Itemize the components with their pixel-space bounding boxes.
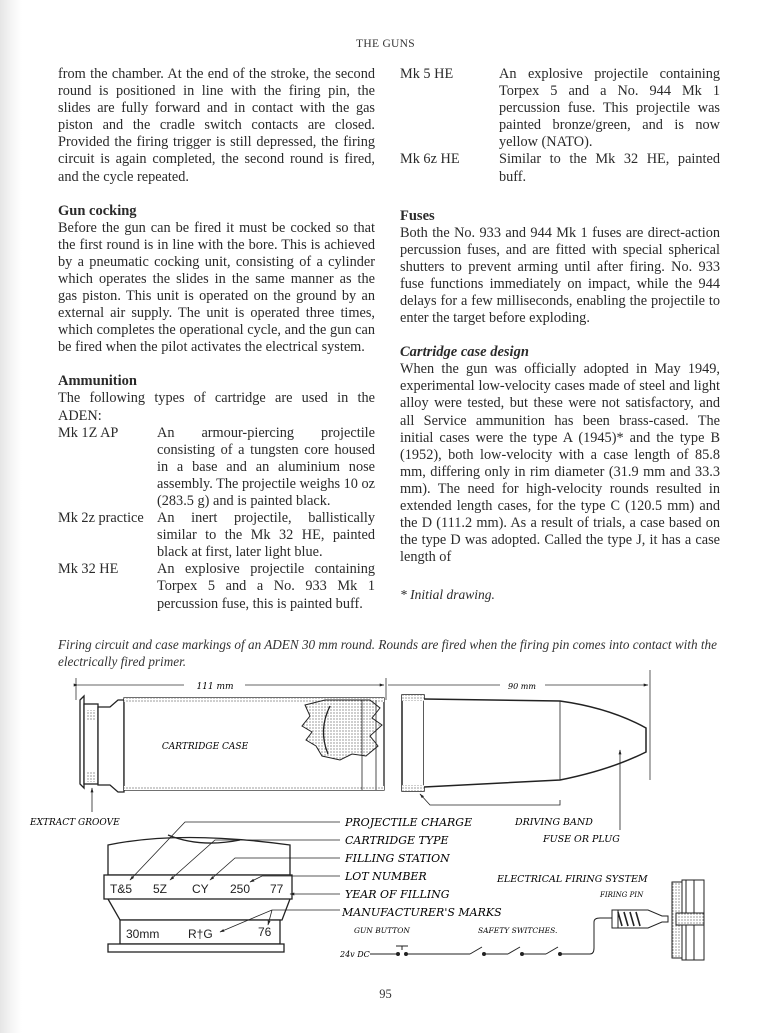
ammo-type-term: Mk 6z HE	[400, 151, 460, 168]
marking-t5: T&5	[110, 882, 133, 896]
heading-cartridge-case-design: Cartridge case design	[400, 344, 529, 361]
marking-250: 250	[230, 882, 251, 896]
ammo-type-term: Mk 5 HE	[400, 66, 454, 82]
label-electrical-firing-system: ELECTRICAL FIRING SYSTEM	[497, 874, 648, 885]
intro-paragraph: from the chamber. At the end of the stroke, the second round is positioned in line with the firing pin, the slides are fully forward and in contact with the gas piston and the cradle switch contacts are closed. Provided the firing trigger is still depressed, the firing circuit is again completed, the second round is fired, and the cycle repeated.	[58, 66, 375, 185]
ammo-type-row	[58, 561, 375, 612]
label-manufacturers-marks: MANUFACTURER'S MARKS	[342, 906, 502, 919]
label-fuse-or-plug: FUSE OR PLUG	[543, 834, 620, 845]
ammo-type-desc: An inert projectile, ballistically similar to the Mk 32 HE, painted black at first, later light blue.	[157, 510, 375, 561]
case-length-label: 111 mm	[196, 682, 234, 692]
label-filling-station: FILLING STATION	[345, 852, 450, 865]
marking-77: 77	[270, 882, 284, 896]
gun-cocking-body: Before the gun can be fired it must be cocked so that the first round is in line with the bore. This is achieved by a pneumatic cocking unit, consisting of a cylinder which operates the slides in the same manner as the gas piston. This unit is operated on the ground by an external air supply. The unit is operated three times, which completes the operational cycle, and the gun can be fired when the pilot activates the electrical system.	[58, 219, 375, 356]
label-lot-number: LOT NUMBER	[345, 870, 427, 883]
label-24v-dc: 24v DC	[340, 950, 370, 959]
ammo-type-term: Mk 2z practice	[58, 510, 144, 527]
left-column	[58, 66, 375, 613]
label-safety-switches: SAFETY SWITCHES.	[478, 926, 558, 935]
ammo-type-row	[400, 66, 720, 151]
ammo-type-desc: An explosive projectile containing Torpex 5 and a No. 933 Mk 1 percussion fuse, this is painted buff.	[157, 561, 375, 612]
heading-gun-cocking: Gun cocking	[58, 202, 137, 219]
cartridge-diagram	[0, 670, 771, 970]
ammo-type-term: Mk 1Z AP	[58, 424, 119, 441]
ammo-type-term: Mk 32 HE	[58, 561, 119, 578]
running-head: THE GUNS	[356, 38, 415, 50]
label-gun-button: GUN BUTTON	[354, 926, 410, 935]
right-column	[400, 66, 720, 603]
fuses-body: Both the No. 933 and 944 Mk 1 fuses are direct-action percussion fuses, and are fitted with special spherical shutters to prevent arming until after firing. No. 933 fuse functions immediately on impact, while the 944 delays for a few milliseconds, enabling the projectile to enter the target before exploding.	[400, 224, 720, 327]
ammo-type-row	[58, 425, 375, 510]
cartridge-case-label: CARTRIDGE CASE	[161, 742, 249, 752]
ammo-type-row	[400, 151, 720, 185]
marking-cy: CY	[192, 882, 209, 896]
label-driving-band: DRIVING BAND	[515, 817, 593, 828]
ammunition-intro: The following types of cartridge are used in the ADEN:	[58, 390, 375, 424]
ammo-type-desc: Similar to the Mk 32 HE, painted buff.	[499, 151, 720, 185]
marking-5z: 5Z	[153, 882, 168, 896]
figure-caption: Firing circuit and case markings of an ADEN 30 mm round. Rounds are fired when the firing pin comes into contact with the electrically fired primer.	[58, 637, 717, 669]
label-projectile-charge: PROJECTILE CHARGE	[345, 816, 473, 829]
page-number: 95	[379, 987, 392, 1001]
label-firing-pin: FIRING PIN	[600, 891, 644, 899]
cartridge-case-design-body: When the gun was officially adopted in May 1949, experimental low-velocity cases made of steel and light alloy were tested, but these were not satisfactory, and all Service ammunition has been brass-cased. The initial cases were the type A (1945)* and the type B (1952), both low-velocity with a case length of 85.8 mm, differing only in rim diameter (31.9 mm and 33.3 mm). The need for high-velocity rounds resulted in extended length cases, for the type C (120.5 mm) and the D (111.2 mm). As a result of trials, a case based on the type D was adopted. Called the type J, it has a case length of	[400, 361, 720, 566]
label-extract-groove: EXTRACT GROOVE	[30, 818, 120, 828]
ammo-type-desc: An armour-piercing projectile consisting of a tungsten core housed in a base and an aluminium nose assembly. The projectile weighs 10 oz (283.5 g) and is painted black.	[157, 424, 375, 509]
ammo-type-desc: An explosive projectile containing Torpex 5 and a No. 944 Mk 1 percussion fuse. This projectile was painted bronze/green, and is now yellow (NATO).	[499, 66, 720, 151]
marking-rg: R†G	[188, 927, 213, 941]
footnote: * Initial drawing.	[400, 587, 495, 603]
marking-30mm: 30mm	[126, 927, 160, 941]
ammo-type-row	[58, 510, 375, 561]
label-cartridge-type: CARTRIDGE TYPE	[345, 834, 449, 847]
label-year-of-filling: YEAR OF FILLING	[345, 888, 450, 901]
heading-fuses: Fuses	[400, 207, 435, 224]
projectile-drawing	[402, 695, 646, 791]
heading-ammunition: Ammunition	[58, 373, 137, 390]
projectile-length-label: 90 mm	[508, 682, 536, 691]
marking-76: 76	[258, 925, 272, 939]
